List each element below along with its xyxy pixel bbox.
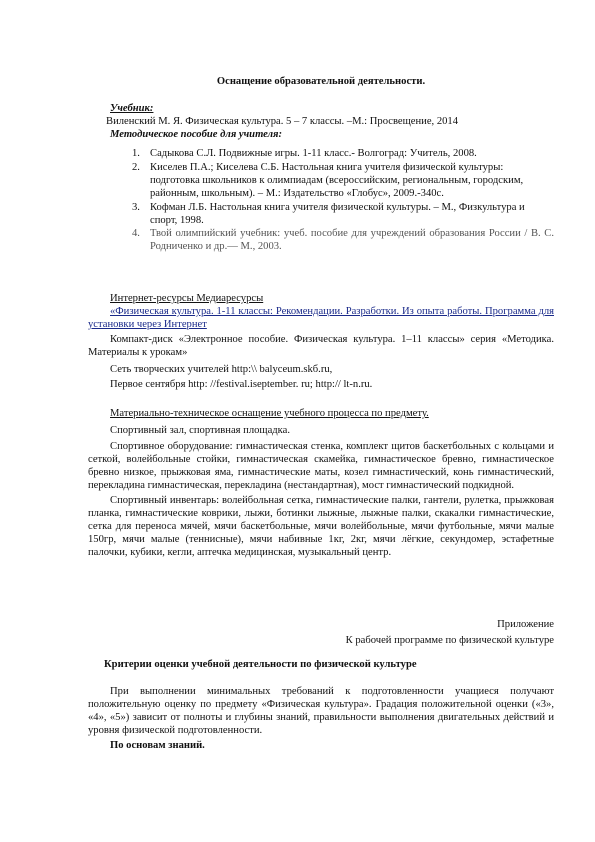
equipment-paragraph: Спортивное оборудование: гимнастическая стенка, комплект щитов баскетбольных с кольцами и сеткой, волейбольные стойки, гимнастическая скамейка, гимнастическое бревно, гимнастическое бревно низкое, прыжковая яма, гимнастические маты, козел гимнастический, конь гимнастический, перекладина гимнастическая, перекладина (нестандартная), мост гимнастический подкидной. — [88, 440, 554, 491]
methodical-label: Методическое пособие для учителя: — [110, 128, 283, 140]
list-item-number: 4. — [132, 228, 140, 240]
knowledge-heading: По основам знаний. — [110, 739, 205, 751]
criteria-section — [88, 686, 554, 753]
internet-section — [88, 293, 554, 392]
criteria-heading: Критерии оценки учебной деятельности по физической культуре — [104, 659, 417, 670]
criteria-paragraph: При выполнении минимальных требований к подготовленности учащиеся получают положительную оценку по предмету «Физическая культура». Градация положительной оценки («3», «4», «5») зависит от полноты и глубины знаний, правильности выполнения двигательных действий и уровня физической подготовленности. — [88, 686, 554, 736]
mto-section — [88, 408, 554, 560]
list-item-text: Садыкова С.Л. Подвижные игры. 1-11 класс.- Волгоград: Учитель, 2008. — [150, 148, 477, 159]
list-item — [88, 202, 554, 228]
list-item-text: Кофман Л.Б. Настольная книга учителя физической культуры. – М., Физкультура и спорт, 1998. — [150, 201, 525, 226]
textbooks-label: Учебник: — [110, 103, 154, 114]
list-item-number: 3. — [132, 201, 140, 213]
list-item-number: 2. — [132, 161, 140, 173]
compact-disc-entry: Компакт-диск «Электронное пособие. Физическая культура. 1–11 классы» серия «Методика. Материалы к урокам» — [88, 333, 554, 358]
appendix-block — [88, 619, 554, 648]
list-item-number: 1. — [132, 148, 140, 159]
september-line: Первое сентября http: //festival.iseptember. ru; http:// lt-n.ru. — [110, 379, 373, 391]
textbook-entry: Виленский М. Я. Физическая культура. 5 – 7 классы. –М.: Просвещение, 2014 — [106, 115, 459, 127]
appendix-subtitle: К рабочей программе по физической культуре — [345, 634, 554, 646]
list-item-text: Киселев П.А.; Киселева С.Б. Настольная книга учителя физической культуры: подготовка школьников к олимпиадам (всероссийским, региональным, городским, районным, школьным). – М.: Издательство «Глобус», 2009.-340с. — [150, 161, 524, 199]
page-title: Оснащение образовательной деятельности. — [216, 76, 426, 87]
methodical-books-list — [88, 148, 554, 254]
internet-resource-link[interactable]: «Физическая культура. 1-11 классы: Рекомендации. Разработки. Из опыта работы. Программа для установки через Интернет — [88, 305, 554, 330]
list-item — [88, 228, 554, 254]
network-line: Сеть творческих учителей http:\\ balyceum.skб.ru, — [110, 363, 333, 375]
list-item — [88, 162, 554, 201]
gym-line: Спортивный зал, спортивная площадка. — [110, 424, 291, 436]
inventory-paragraph: Спортивный инвентарь: волейбольная сетка, гимнастические палки, гантели, рулетка, прыжковая планка, гимнастические коврики, лыжи, ботинки лыжные, лыжные палки, скакалки гимнастические, сетка для переноса мячей, мячи баскетбольные, мячи волейбольные, мячи футбольные, мячи малые 150гр, мячи малые (теннисные), мячи набивные 1кг, 2кг, мячи лёгкие, секундомер, эстафетные палочки, кубики, кегли, аптечка медицинская, музыкальный центр. — [88, 495, 554, 559]
appendix-label: Приложение — [497, 619, 554, 630]
textbooks-section — [88, 103, 554, 142]
criteria-heading-block — [88, 659, 554, 672]
internet-heading: Интернет-ресурсы Медиаресурсы — [110, 293, 264, 304]
list-item — [88, 148, 554, 161]
mto-heading: Материально-техническое оснащение учебного процесса по предмету. — [110, 408, 429, 419]
list-item-text: Твой олимпийский учебник: учеб. пособие для учреждений образования России / В. С. Родниченко и др.— М., 2003. — [150, 228, 554, 253]
